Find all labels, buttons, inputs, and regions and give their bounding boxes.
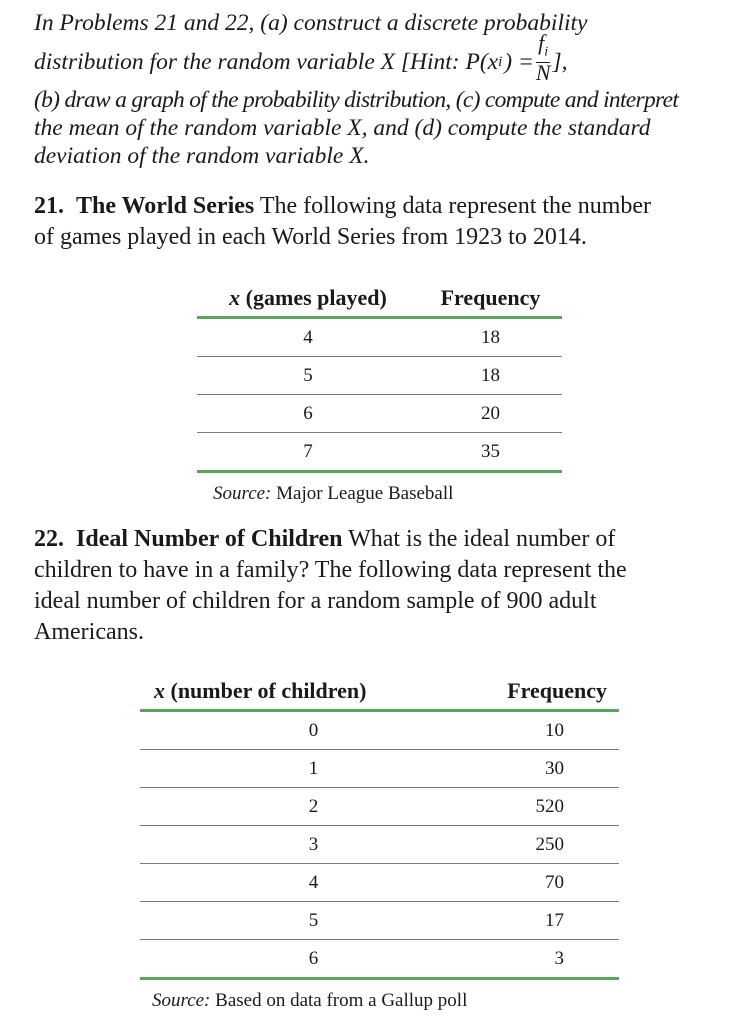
cell-x: 4 bbox=[140, 864, 487, 902]
problem-22-text-c: ideal number of children for a random sample of 900 adult bbox=[34, 588, 597, 614]
cell-x: 6 bbox=[197, 395, 419, 433]
header-frequency: Frequency bbox=[419, 280, 562, 318]
cell-frequency: 30 bbox=[487, 750, 619, 788]
cell-frequency: 18 bbox=[419, 318, 562, 357]
table-row bbox=[140, 750, 619, 788]
problem-22 bbox=[34, 524, 734, 648]
fraction-numerator-subscript: i bbox=[544, 44, 549, 60]
table-row bbox=[197, 395, 562, 433]
header-number-of-children: x (number of children) bbox=[140, 673, 487, 711]
cell-x: 6 bbox=[140, 940, 487, 979]
source-label: Source: bbox=[213, 483, 272, 504]
table-row bbox=[140, 864, 619, 902]
hint-fraction bbox=[535, 29, 551, 86]
cell-x: 5 bbox=[140, 902, 487, 940]
source-label: Source: bbox=[152, 990, 211, 1011]
table-row bbox=[197, 357, 562, 395]
cell-x: 0 bbox=[140, 711, 487, 750]
problem-22-text-a: What is the ideal number of bbox=[348, 526, 616, 552]
fraction-numerator: f bbox=[538, 29, 545, 55]
source-gallup bbox=[152, 990, 467, 1012]
instructions bbox=[34, 8, 734, 170]
cell-frequency: 70 bbox=[487, 864, 619, 902]
problem-21-number: 21. bbox=[34, 193, 64, 219]
hint-subscript: i bbox=[498, 54, 503, 70]
cell-x: 5 bbox=[197, 357, 419, 395]
fraction-denominator: N bbox=[535, 60, 551, 86]
table-row bbox=[140, 788, 619, 826]
cell-frequency: 250 bbox=[487, 826, 619, 864]
table-row bbox=[197, 318, 562, 357]
table-row bbox=[140, 940, 619, 979]
problem-21 bbox=[34, 191, 734, 253]
problem-21-title: The World Series bbox=[76, 193, 255, 219]
cell-frequency: 3 bbox=[487, 940, 619, 979]
ideal-children-table bbox=[140, 673, 619, 980]
source-text: Based on data from a Gallup poll bbox=[215, 990, 468, 1011]
hint-text: distribution for the random variable X [Hint: P(x bbox=[34, 49, 499, 75]
instructions-line-5: deviation of the random variable X. bbox=[34, 143, 370, 169]
cell-frequency: 35 bbox=[419, 433, 562, 472]
instructions-line-1: In Problems 21 and 22, (a) construct a discrete probability bbox=[34, 10, 588, 36]
problem-21-text-b: of games played in each World Series from 1923 to 2014. bbox=[34, 224, 587, 250]
cell-x: 1 bbox=[140, 750, 487, 788]
problem-22-text-d: Americans. bbox=[34, 619, 144, 645]
cell-frequency: 18 bbox=[419, 357, 562, 395]
table-row bbox=[140, 826, 619, 864]
hint-equals: ) = bbox=[504, 49, 534, 75]
cell-frequency: 17 bbox=[487, 902, 619, 940]
problem-22-title: Ideal Number of Children bbox=[76, 526, 343, 552]
source-world-series bbox=[213, 483, 453, 505]
cell-frequency: 10 bbox=[487, 711, 619, 750]
problem-21-text-a: The following data represent the number bbox=[259, 193, 652, 219]
header-frequency: Frequency bbox=[487, 673, 619, 711]
cell-x: 7 bbox=[197, 433, 419, 472]
table-row bbox=[140, 711, 619, 750]
cell-x: 3 bbox=[140, 826, 487, 864]
hint-close: ], bbox=[552, 49, 568, 75]
problem-22-number: 22. bbox=[34, 526, 64, 552]
cell-frequency: 520 bbox=[487, 788, 619, 826]
header-games-played: x (games played) bbox=[197, 280, 419, 318]
source-text: Major League Baseball bbox=[276, 483, 454, 504]
table-row bbox=[140, 902, 619, 940]
problem-22-text-b: children to have in a family? The following data represent the bbox=[34, 557, 627, 583]
instructions-line-3: (b) draw a graph of the probability distribution, (c) compute and interpret bbox=[34, 87, 679, 113]
table-row bbox=[197, 433, 562, 472]
instructions-line-2 bbox=[34, 29, 734, 86]
world-series-table bbox=[197, 280, 562, 473]
cell-frequency: 20 bbox=[419, 395, 562, 433]
table-header-row bbox=[140, 673, 619, 711]
cell-x: 4 bbox=[197, 318, 419, 357]
cell-x: 2 bbox=[140, 788, 487, 826]
instructions-line-4: the mean of the random variable X, and (d) compute the standard bbox=[34, 115, 651, 141]
table-header-row bbox=[197, 280, 562, 318]
